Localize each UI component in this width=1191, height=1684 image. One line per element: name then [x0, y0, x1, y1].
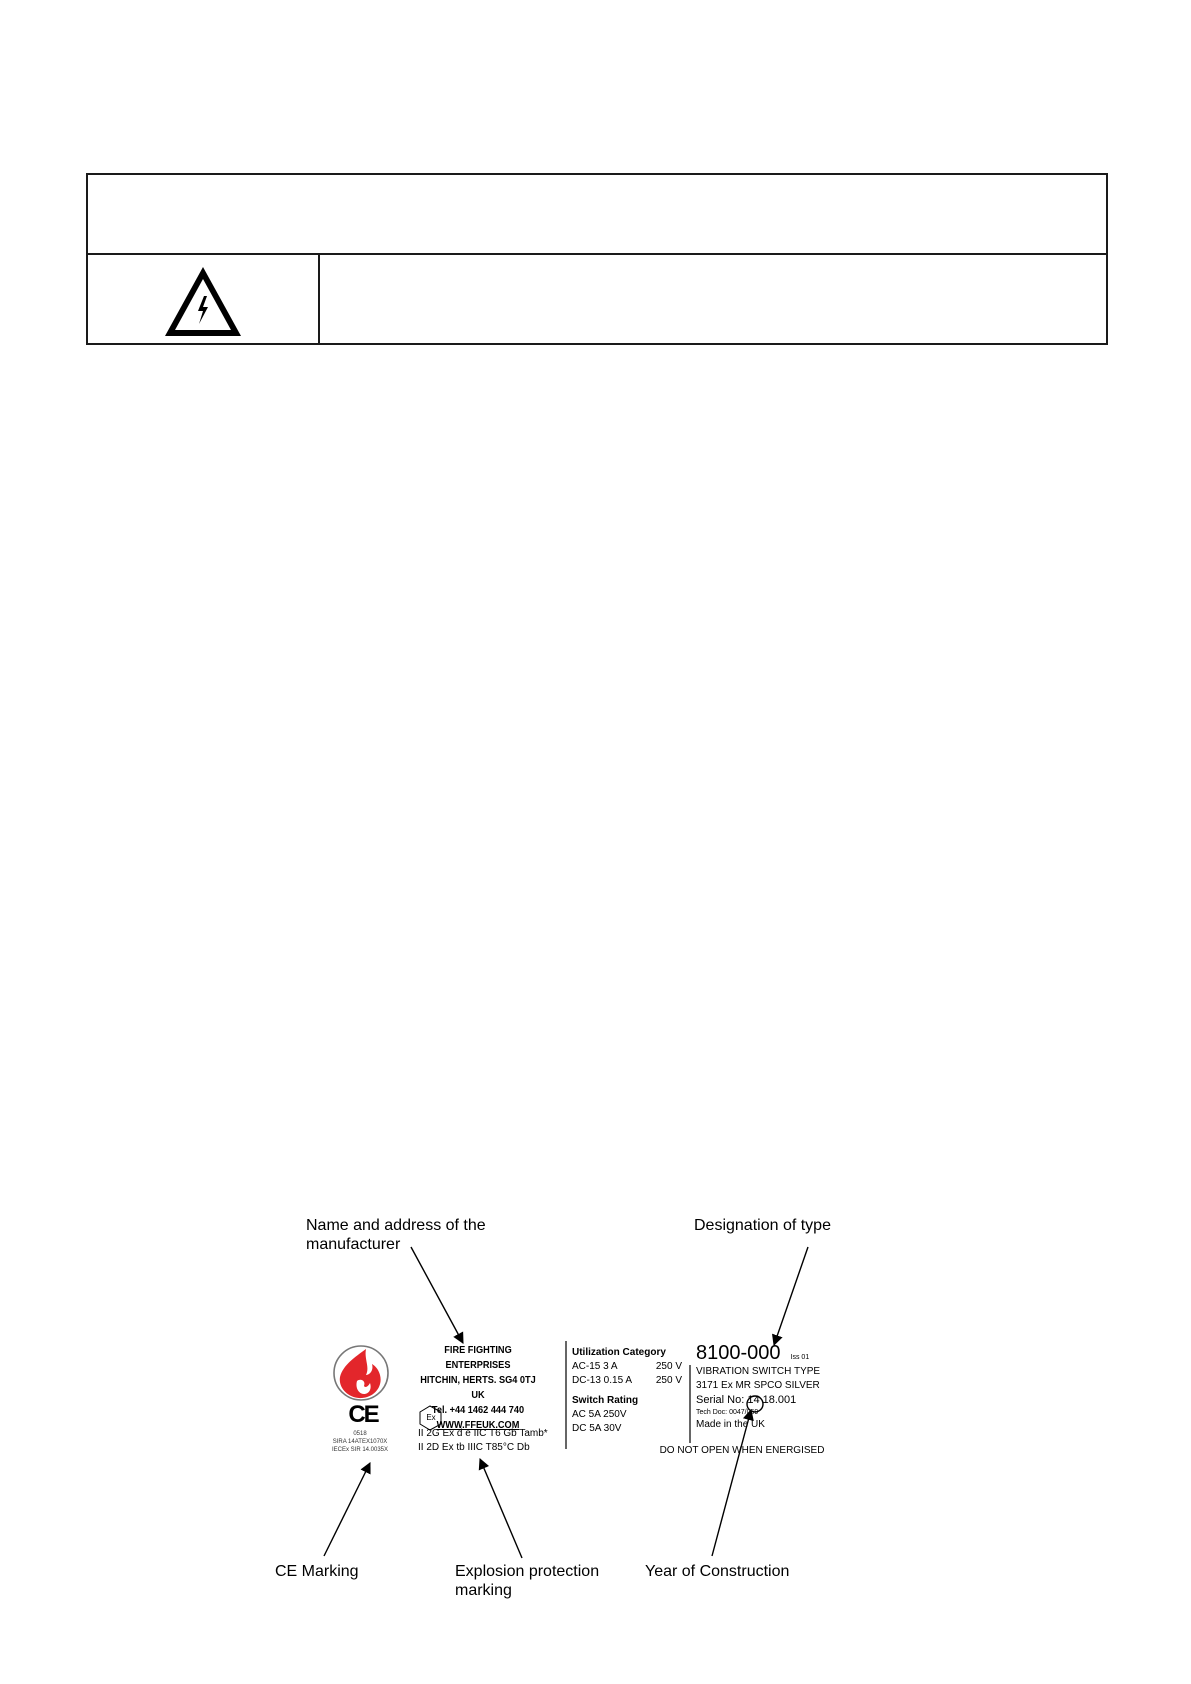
- util-row: [572, 1374, 682, 1388]
- part-number: 8100-000: [696, 1342, 781, 1364]
- callout-explosion: Explosion protection marking: [455, 1563, 600, 1599]
- plate-utilization: [572, 1346, 682, 1436]
- callout-manufacturer: Name and address of the manufacturer: [306, 1217, 486, 1253]
- mfr-web: WWW.FFEUK.COM: [436, 1420, 520, 1431]
- arrow-manufacturer: [411, 1247, 463, 1343]
- plate-type: [696, 1341, 886, 1432]
- warning-table: [86, 173, 1108, 345]
- util-cat: DC-13 0.15 A: [572, 1375, 633, 1386]
- switch-dc: DC 5A 30V: [572, 1423, 622, 1434]
- arrow-ce: [324, 1463, 370, 1556]
- notified-body: 0518: [353, 1431, 367, 1437]
- cert-atex: SIRA 14ATEX1070X: [332, 1439, 388, 1445]
- ex-symbol-label: Ex: [426, 1413, 436, 1422]
- arrow-type: [774, 1247, 808, 1345]
- switch-heading: Switch Rating: [572, 1395, 639, 1406]
- do-not-open-warning: DO NOT OPEN WHEN ENERGISED: [659, 1445, 825, 1456]
- ce-mark: CE: [348, 1401, 378, 1428]
- high-voltage-warning-icon: [162, 264, 244, 340]
- util-volt: 250 V: [655, 1375, 682, 1386]
- mfr-line2: HITCHIN, HERTS. SG4 0TJ UK: [420, 1375, 536, 1401]
- flame-logo-icon: [334, 1346, 388, 1400]
- made-in: Made in the UK: [696, 1419, 765, 1430]
- callout-ce: CE Marking: [275, 1563, 359, 1580]
- util-row: [572, 1360, 682, 1374]
- callout-year: Year of Construction: [645, 1563, 790, 1580]
- util-heading: Utilization Category: [572, 1347, 666, 1358]
- arrow-explosion: [480, 1459, 522, 1558]
- switch-ac: AC 5A 250V: [572, 1409, 627, 1420]
- ex-dust: II 2D Ex tb IIIC T85°C Db: [418, 1442, 530, 1453]
- warning-icon-cell: [88, 253, 320, 343]
- warning-table-header: [88, 175, 1106, 255]
- callout-type: Designation of type: [694, 1217, 831, 1234]
- issue: Iss 01: [790, 1354, 810, 1361]
- type-line1: VIBRATION SWITCH TYPE: [696, 1366, 821, 1377]
- serial-number: Serial No: 14 18.001: [696, 1394, 797, 1406]
- plate-explosion-marking: [418, 1427, 568, 1455]
- ex-gas: II 2G Ex d e IIC T6 Gb Tamb*: [418, 1428, 548, 1439]
- type-line2: 3171 Ex MR SPCO SILVER: [696, 1380, 820, 1391]
- util-volt: 250 V: [655, 1361, 682, 1372]
- warning-text-cell: [320, 253, 1106, 343]
- util-cat: AC-15 3 A: [572, 1361, 618, 1372]
- rating-plate-figure: [260, 1205, 900, 1605]
- mfr-line1: FIRE FIGHTING ENTERPRISES: [444, 1345, 512, 1371]
- mfr-line3: Tel. +44 1462 444 740: [431, 1405, 525, 1416]
- plate-certificates: [327, 1430, 393, 1454]
- cert-iecex: IECEx SIR 14.0035X: [331, 1447, 389, 1453]
- tech-doc: Tech Doc: 0047/059: [696, 1409, 759, 1416]
